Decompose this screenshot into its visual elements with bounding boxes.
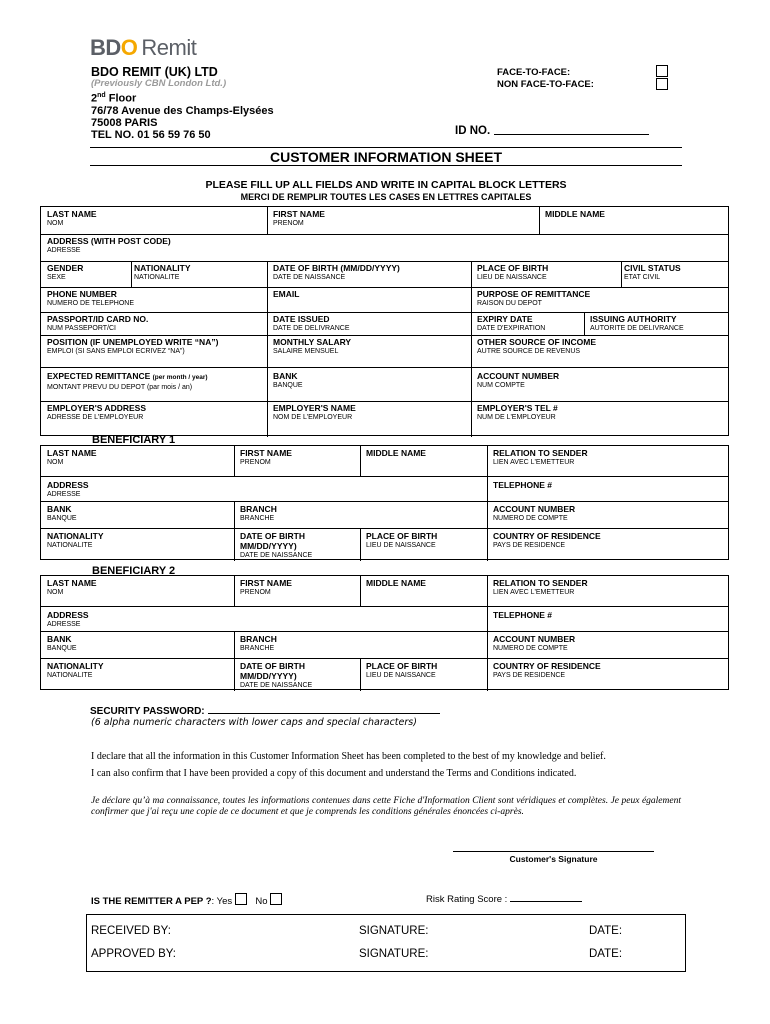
customer-info-grid bbox=[40, 206, 729, 436]
beneficiary-1-account-number[interactable]: ACCOUNT NUMBER NUMERO DE COMPTE bbox=[493, 504, 576, 522]
first-name-field[interactable]: FIRST NAME PRENOM bbox=[273, 209, 325, 227]
expiry-date-field[interactable]: EXPIRY DATE DATE D'EXPIRATION bbox=[477, 314, 546, 332]
beneficiary-2-dob[interactable]: DATE OF BIRTH MM/DD/YYYY) DATE DE NAISSANCE bbox=[240, 661, 313, 689]
instructions-en: PLEASE FILL UP ALL FIELDS AND WRITE IN CAPITAL BLOCK LETTERS bbox=[205, 179, 567, 191]
beneficiary-2-first-name[interactable]: FIRST NAME PRENOM bbox=[240, 578, 292, 596]
beneficiary-1-last-name[interactable]: LAST NAME NOM bbox=[47, 448, 97, 466]
bank-field[interactable]: BANK BANQUE bbox=[273, 371, 303, 389]
civil-status-field[interactable]: CIVIL STATUS ETAT CIVIL bbox=[624, 263, 681, 281]
beneficiary-2-address[interactable]: ADDRESS ADRESSE bbox=[47, 610, 89, 628]
phone-number-field[interactable]: PHONE NUMBER NUMERO DE TELEPHONE bbox=[47, 289, 134, 307]
beneficiary-1-dob[interactable]: DATE OF BIRTH MM/DD/YYYY) DATE DE NAISSANCE bbox=[240, 531, 313, 559]
security-password-hint: (6 alpha numeric characters with lower caps and special characters) bbox=[91, 717, 417, 728]
beneficiary-2-account-number[interactable]: ACCOUNT NUMBER NUMERO DE COMPTE bbox=[493, 634, 576, 652]
beneficiary-2-telephone[interactable]: TELEPHONE # bbox=[493, 610, 553, 620]
office-use-box bbox=[86, 914, 686, 972]
employer-name-field[interactable]: EMPLOYER'S NAME NOM DE L'EMPLOYEUR bbox=[273, 403, 356, 421]
face-to-face-label: FACE-TO-FACE: bbox=[497, 67, 571, 78]
account-number-field[interactable]: ACCOUNT NUMBER NUM COMPTE bbox=[477, 371, 560, 389]
declaration-line-1: I declare that all the information in this Customer Information Sheet has been completed to the best of my knowledge and belief. bbox=[91, 751, 606, 762]
gender-field[interactable]: GENDER SEXE bbox=[47, 263, 84, 281]
company-block bbox=[91, 66, 274, 141]
beneficiary-2-middle-name[interactable]: MIDDLE NAME bbox=[366, 578, 426, 588]
place-of-birth-field[interactable]: PLACE OF BIRTH LIEU DE NAISSANCE bbox=[477, 263, 549, 281]
address-field[interactable]: ADDRESS (WITH POST CODE) ADRESSE bbox=[47, 236, 171, 254]
employer-address-field[interactable]: EMPLOYER'S ADDRESS ADRESSE DE L'EMPLOYEUR bbox=[47, 403, 146, 421]
beneficiary-1-place-of-birth[interactable]: PLACE OF BIRTH LIEU DE NAISSANCE bbox=[366, 531, 438, 549]
security-password-field[interactable]: SECURITY PASSWORD: bbox=[90, 706, 440, 717]
other-income-field[interactable]: OTHER SOURCE OF INCOME AUTRE SOURCE DE REVENUS bbox=[477, 337, 597, 355]
beneficiary-2-bank[interactable]: BANK BANQUE bbox=[47, 634, 77, 652]
declaration-french: Je déclare qu’à ma connaissance, toutes les informations contenues dans cette Fiche d'Information Client sont véridiques et complètes. Je peux également confirmer que j'ai reçu une copie de ce document et que je comprends les conditions générales énoncées ci-après. bbox=[91, 796, 681, 817]
passport-id-field[interactable]: PASSPORT/ID CARD NO. NUM PASSEPORT/CI bbox=[47, 314, 149, 332]
declaration-line-2: I can also confirm that I have been provided a copy of this document and understand the Terms and Conditions indicated. bbox=[91, 768, 577, 779]
nationality-field[interactable]: NATIONALITY NATIONALITE bbox=[134, 263, 191, 281]
received-by-label: RECEIVED BY: bbox=[91, 925, 171, 937]
beneficiary-2-branch[interactable]: BRANCH BRANCHE bbox=[240, 634, 277, 652]
beneficiary-2-country-of-residence[interactable]: COUNTRY OF RESIDENCE PAYS DE RESIDENCE bbox=[493, 661, 601, 679]
company-previous-name: (Previously CBN London Ltd.) bbox=[91, 78, 227, 89]
date-of-birth-field[interactable]: DATE OF BIRTH (MM/DD/YYYY) DATE DE NAISSANCE bbox=[273, 263, 400, 281]
beneficiary-1-relation[interactable]: RELATION TO SENDER LIEN AVEC L'EMETTEUR bbox=[493, 448, 588, 466]
face-to-face-checkbox[interactable] bbox=[656, 65, 668, 77]
pep-yes-checkbox[interactable] bbox=[235, 893, 247, 905]
beneficiary-1-branch[interactable]: BRANCH BRANCHE bbox=[240, 504, 277, 522]
monthly-salary-field[interactable]: MONTHLY SALARY SALAIRE MENSUEL bbox=[273, 337, 352, 355]
beneficiary-1-nationality[interactable]: NATIONALITY NATIONALITE bbox=[47, 531, 104, 549]
beneficiary-1-grid bbox=[40, 445, 729, 560]
beneficiary-2-title: BENEFICIARY 2 bbox=[92, 565, 176, 577]
beneficiary-2-relation[interactable]: RELATION TO SENDER LIEN AVEC L'EMETTEUR bbox=[493, 578, 588, 596]
beneficiary-1-first-name[interactable]: FIRST NAME PRENOM bbox=[240, 448, 292, 466]
approved-date-label: DATE: bbox=[589, 948, 623, 960]
title-rule-bottom bbox=[90, 165, 682, 166]
received-signature-label: SIGNATURE: bbox=[359, 925, 429, 937]
beneficiary-1-telephone[interactable]: TELEPHONE # bbox=[493, 480, 553, 490]
beneficiary-2-grid bbox=[40, 575, 729, 690]
beneficiary-1-country-of-residence[interactable]: COUNTRY OF RESIDENCE PAYS DE RESIDENCE bbox=[493, 531, 601, 549]
customer-signature-line[interactable] bbox=[453, 851, 654, 852]
employer-tel-field[interactable]: EMPLOYER'S TEL # NUM DE L'EMPLOYEUR bbox=[477, 403, 558, 421]
position-field[interactable]: POSITION (IF UNEMPLOYED WRITE “NA”) EMPLOI (SI SANS EMPLOI ECRIVEZ “NA”) bbox=[47, 337, 219, 355]
company-street: 76/78 Avenue des Champs-Elysées bbox=[91, 104, 274, 117]
email-field[interactable]: EMAIL bbox=[273, 289, 300, 299]
meeting-type bbox=[497, 67, 594, 91]
company-floor: 2nd Floor bbox=[91, 92, 137, 105]
bdo-remit-logo: BDO Remit bbox=[90, 35, 197, 60]
non-face-to-face-checkbox[interactable] bbox=[656, 78, 668, 90]
id-number-field[interactable]: ID NO. bbox=[455, 125, 649, 137]
company-city: 75008 PARIS bbox=[91, 116, 158, 129]
purpose-of-remittance-field[interactable]: PURPOSE OF REMITTANCE RAISON DU DEPOT bbox=[477, 289, 591, 307]
approved-signature-label: SIGNATURE: bbox=[359, 948, 429, 960]
non-face-to-face-label: NON FACE-TO-FACE: bbox=[497, 79, 594, 90]
issuing-authority-field[interactable]: ISSUING AUTHORITY AUTORITE DE DELIVRANCE bbox=[590, 314, 684, 332]
beneficiary-1-middle-name[interactable]: MIDDLE NAME bbox=[366, 448, 426, 458]
expected-remittance-field[interactable]: EXPECTED REMITTANCE (per month / year) MONTANT PREVU DU DEPOT (par mois / an) bbox=[47, 371, 208, 391]
beneficiary-1-address[interactable]: ADDRESS ADRESSE bbox=[47, 480, 89, 498]
beneficiary-1-bank[interactable]: BANK BANQUE bbox=[47, 504, 77, 522]
company-name: BDO REMIT (UK) LTD bbox=[91, 65, 218, 79]
pep-question: IS THE REMITTER A PEP ?: Yes No bbox=[91, 893, 282, 907]
customer-signature-label: Customer's Signature bbox=[509, 854, 598, 864]
beneficiary-2-last-name[interactable]: LAST NAME NOM bbox=[47, 578, 97, 596]
received-date-label: DATE: bbox=[589, 925, 623, 937]
middle-name-field[interactable]: MIDDLE NAME bbox=[545, 209, 605, 219]
page-title: CUSTOMER INFORMATION SHEET bbox=[269, 149, 503, 165]
beneficiary-2-place-of-birth[interactable]: PLACE OF BIRTH LIEU DE NAISSANCE bbox=[366, 661, 438, 679]
risk-rating-score[interactable]: Risk Rating Score : bbox=[426, 894, 582, 905]
title-rule-top bbox=[90, 147, 682, 148]
beneficiary-2-nationality[interactable]: NATIONALITY NATIONALITE bbox=[47, 661, 104, 679]
approved-by-label: APPROVED BY: bbox=[91, 948, 177, 960]
last-name-field[interactable]: LAST NAME NOM bbox=[47, 209, 97, 227]
instructions bbox=[90, 179, 682, 203]
beneficiary-1-title: BENEFICIARY 1 bbox=[92, 434, 176, 446]
date-issued-field[interactable]: DATE ISSUED DATE DE DELIVRANCE bbox=[273, 314, 350, 332]
pep-no-checkbox[interactable] bbox=[270, 893, 282, 905]
instructions-fr: MERCI DE REMPLIR TOUTES LES CASES EN LETTRES CAPITALES bbox=[240, 192, 532, 202]
company-tel: TEL NO. 01 56 59 76 50 bbox=[91, 128, 211, 141]
